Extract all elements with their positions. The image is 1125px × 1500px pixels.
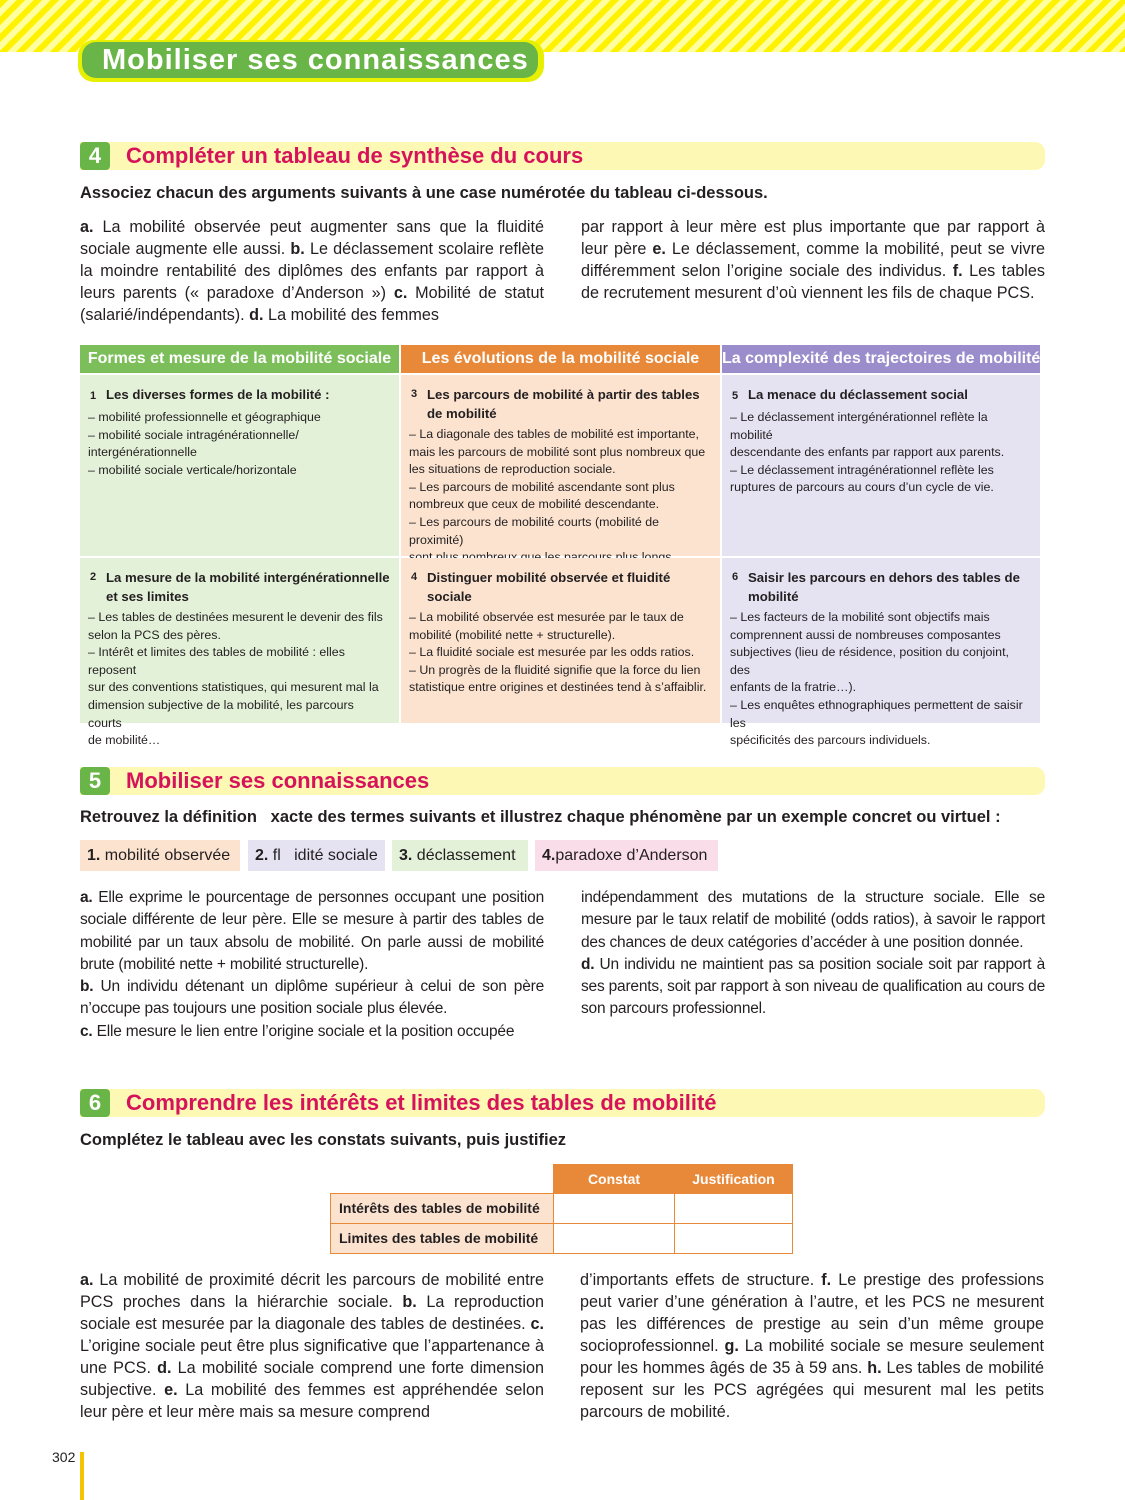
item-label: b. <box>290 240 305 258</box>
section-5-instruction: Retrouvez la définition xacte des termes suivants et illustrez chaque phénomène par un exemple concret ou virtuel : <box>80 808 1001 826</box>
item-label: e. <box>652 240 666 258</box>
item-text: indépendamment des mutations de la structure sociale. Elle se mesure par le taux relatif de mobilité (odds ratios), à savoir le rapport des chances de deux catégories d’accéder à une position donnée. <box>581 889 1045 951</box>
section-4-instruction: Associez chacun des arguments suivants à une case numérotée du tableau ci-dessous. <box>80 184 768 202</box>
table-header-evolutions: Les évolutions de la mobilité sociale <box>401 345 720 373</box>
section-title: Comprendre les intérêts et limites des tables de mobilité <box>126 1090 717 1115</box>
item-text: La mobilité sociale se mesure seulement pour les hommes âgés de 35 à 59 ans. <box>580 1337 1044 1377</box>
term-label: déclassement <box>412 847 516 864</box>
item-label: d. <box>157 1359 172 1377</box>
section-6-header <box>80 1089 1045 1117</box>
page-title: Mobiliser ses connaissances <box>82 42 538 78</box>
item-text: La mobilité observée peut augmenter sans que la fluidité sociale augmente elle aussi. <box>80 218 544 258</box>
section-6-text-right <box>580 1269 1044 1423</box>
section-6-instruction: Complétez le tableau avec les constats suivants, puis justifiez <box>80 1131 566 1149</box>
cell-line: selon la PCS des pères. <box>88 627 221 642</box>
cell-line: descendante des enfants par rapport aux parents. <box>730 445 1005 460</box>
item-text: Les tables de mobilité reposent sur les PCS agrégées qui mesurent mal les petits parcours de mobilité. <box>580 1359 1044 1421</box>
item-text: Le déclassement scolaire reflète la moindre rentabilité des diplômes des enfants par rapport à leurs parents (« paradoxe d’Anderson ») <box>80 240 544 302</box>
item-label: a. <box>80 218 94 236</box>
cell-line: – Les facteurs de la mobilité sont objectifs mais <box>730 610 990 624</box>
item-label: f. <box>952 262 963 280</box>
table-cell-6 <box>722 558 1040 748</box>
section-5-header <box>80 767 1045 795</box>
section-title: Compléter un tableau de synthèse du cours <box>126 143 584 168</box>
section-title: Mobiliser ses connaissances <box>126 768 430 793</box>
table-cell-2 <box>80 558 399 748</box>
cell-line: dimension subjective de la mobilité, les parcours courts <box>88 697 354 730</box>
item-label: c. <box>393 284 408 302</box>
item-text: La mobilité sociale comprend une forte dimension subjective. <box>80 1359 544 1399</box>
cell-line: mais les parcours de mobilité sont plus nombreux que <box>409 444 706 459</box>
cell-number: 2 <box>90 571 97 583</box>
cell-title: La mesure de la mobilité intergénérationnelle et ses limites <box>106 570 390 604</box>
cell-line: mobilité (mobilité nette + structurelle). <box>409 627 616 642</box>
term-label: paradoxe d’Anderson <box>555 847 708 864</box>
col-header-constat: Constat <box>553 1164 675 1194</box>
cell-line: – Les tables de destinées mesurent le devenir des fils <box>88 610 383 624</box>
term-number: 3. <box>399 847 413 864</box>
cell-line: nombreux que ceux de mobilité descendante. <box>409 497 660 512</box>
cell-title: Les diverses formes de la mobilité : <box>106 387 330 402</box>
item-text: Mobilité de statut (salarié/indépendants). <box>80 284 544 324</box>
col-header-justification: Justification <box>674 1164 793 1194</box>
cell-line: – Un progrès de la fluidité signifie que la force du lien <box>409 662 701 677</box>
term-number: 4. <box>542 847 556 864</box>
cell-line: comprennent aussi de nombreuses composantes <box>730 627 1001 642</box>
item-text: Les tables de recrutement mesurent d’où viennent les fils de chaque PCS. <box>581 262 1045 302</box>
cell-line: – Le déclassement intragénérationnel reflète les <box>730 462 994 477</box>
item-text: par rapport à leur mère est plus importante que par rapport à leur père <box>581 218 1045 258</box>
term-1 <box>80 840 240 871</box>
cell-line: les situations de reproduction sociale. <box>409 462 616 477</box>
section-5-text-right <box>581 887 1045 1021</box>
cell-title: Distinguer mobilité observée et fluidité sociale <box>427 570 671 604</box>
cell-line: de mobilité… <box>88 733 161 748</box>
term-label: mobilité observée <box>100 847 231 864</box>
cell-line: – mobilité professionnelle et géographique <box>88 410 321 424</box>
item-text: Un individu détenant un diplôme supérieur à celui de son père n’occupe pas toujours une position sociale plus élevée. <box>80 978 544 1018</box>
cell-line: enfants de la fratrie…). <box>730 680 857 695</box>
section-4-text-right <box>581 216 1045 304</box>
section-5-text-left <box>80 887 544 1043</box>
item-label: c. <box>80 1022 93 1040</box>
item-text: Elle mesure le lien entre l’origine sociale et la position occupée <box>92 1022 515 1040</box>
cell-limites-constat[interactable] <box>553 1223 675 1254</box>
cell-line: – Les parcours de mobilité ascendante sont plus <box>409 479 675 494</box>
cell-number: 1 <box>90 390 97 402</box>
table-cell-5 <box>722 375 1040 556</box>
item-label: a. <box>80 1271 94 1289</box>
item-text: La mobilité de proximité décrit les parcours de mobilité entre PCS proches dans la hiérarchie sociale. <box>80 1271 544 1311</box>
item-text: L’origine sociale peut être plus significative que l’appartenance à une PCS. <box>80 1337 544 1377</box>
table-cell-4 <box>401 558 720 723</box>
section-number: 4 <box>80 142 110 170</box>
cell-interets-justification[interactable] <box>674 1193 793 1224</box>
cell-line: – mobilité sociale verticale/horizontale <box>88 462 297 477</box>
cell-line: – La fluidité sociale est mesurée par les odds ratios. <box>409 645 695 660</box>
item-label: e. <box>164 1381 178 1399</box>
item-text: La reproduction sociale est mesurée par la diagonale des tables de destinées. <box>80 1293 544 1333</box>
cell-line: sur des conventions statistiques, qui mesurent mal la <box>88 680 379 695</box>
cell-line: – Les parcours de mobilité courts (mobilité de proximité) <box>409 514 659 547</box>
item-text: Elle exprime le pourcentage de personnes occupant une position sociale différente de leur père. Elle se mesure à partir des tables de mobilité par un taux absolu de mobilité. On parle aussi de mobilité brute (mobilité nette + mobilité structurelle). <box>80 889 544 973</box>
section-number: 5 <box>80 767 110 795</box>
page-margin-bar <box>80 1452 84 1500</box>
cell-interets-constat[interactable] <box>553 1193 675 1224</box>
table-header-forms: Formes et mesure de la mobilité sociale <box>80 345 399 373</box>
term-4 <box>535 840 718 871</box>
page-number: 302 <box>52 1449 76 1465</box>
section-4-header <box>80 142 1045 170</box>
item-label: g. <box>724 1337 739 1355</box>
cell-number: 4 <box>411 571 418 583</box>
item-label: h. <box>867 1359 882 1377</box>
section-number: 6 <box>80 1089 110 1117</box>
cell-limites-justification[interactable] <box>674 1223 793 1254</box>
table-cell-1 <box>80 375 399 556</box>
item-label: f. <box>821 1271 832 1289</box>
cell-number: 6 <box>732 571 739 583</box>
table-cell-3 <box>401 375 720 556</box>
cell-line: ruptures de parcours au cours d’un cycle de vie. <box>730 480 994 495</box>
section-6-text-left <box>80 1269 544 1423</box>
cell-title: La menace du déclassement social <box>748 387 968 402</box>
item-label: d. <box>249 306 264 324</box>
item-text: La mobilité des femmes <box>263 306 440 324</box>
cell-number: 3 <box>411 388 418 400</box>
item-text: Un individu ne maintient pas sa position sociale soit par rapport à ses parents, soit par rapport à son niveau de qualification au cours de son parcours professionnel. <box>581 955 1046 1018</box>
cell-line: – Les enquêtes ethnographiques permettent de saisir les <box>730 697 1023 730</box>
cell-title: Saisir les parcours en dehors des tables de mobilité <box>748 570 1020 604</box>
table-header-complexity: La complexité des trajectoires de mobilité <box>722 345 1040 373</box>
section-4-text-left <box>80 216 544 326</box>
cell-number: 5 <box>732 390 739 402</box>
term-number: 1. <box>87 847 101 864</box>
term-2 <box>248 840 385 871</box>
cell-line: statistique entre origines et destinées tend à s’affaiblir. <box>409 680 707 695</box>
row-header-limites: Limites des tables de mobilité <box>330 1223 554 1254</box>
cell-line: intergénérationnelle <box>88 445 197 460</box>
term-number: 2. <box>255 847 269 864</box>
cell-line: – La mobilité observée est mesurée par le taux de <box>409 610 684 624</box>
item-text: La mobilité des femmes est appréhendée selon leur père et leur mère mais sa mesure comprend <box>80 1381 545 1421</box>
item-label: c. <box>530 1315 544 1333</box>
item-label: b. <box>402 1293 417 1311</box>
cell-line: – Intérêt et limites des tables de mobilité : elles reposent <box>88 645 345 677</box>
cell-line: – Le déclassement intergénérationnel reflète la mobilité <box>730 410 988 442</box>
term-3 <box>392 840 528 871</box>
item-text: Le prestige des professions peut varier d’une génération à l’autre, et les PCS ne mesurent pas les différences de prestige au sein d’un même groupe socioprofessionnel. <box>580 1271 1045 1355</box>
cell-line: subjectives (lieu de résidence, position du conjoint, des <box>730 645 1009 677</box>
cell-title: Les parcours de mobilité à partir des tables de mobilité <box>427 387 700 421</box>
row-header-interets: Intérêts des tables de mobilité <box>330 1193 554 1224</box>
cell-line: – La diagonale des tables de mobilité est importante, <box>409 427 699 441</box>
item-text: d’importants effets de structure. <box>580 1271 822 1289</box>
item-label: d. <box>581 955 595 973</box>
item-label: a. <box>80 889 93 906</box>
cell-line: spécificités des parcours individuels. <box>730 733 931 748</box>
cell-line: – mobilité sociale intragénérationnelle/ <box>88 427 299 442</box>
term-label: fl idité sociale <box>268 847 378 864</box>
item-label: b. <box>80 978 94 996</box>
item-text: Le déclassement, comme la mobilité, peut se vivre différemment selon l’origine sociale des individus. <box>581 240 1045 280</box>
